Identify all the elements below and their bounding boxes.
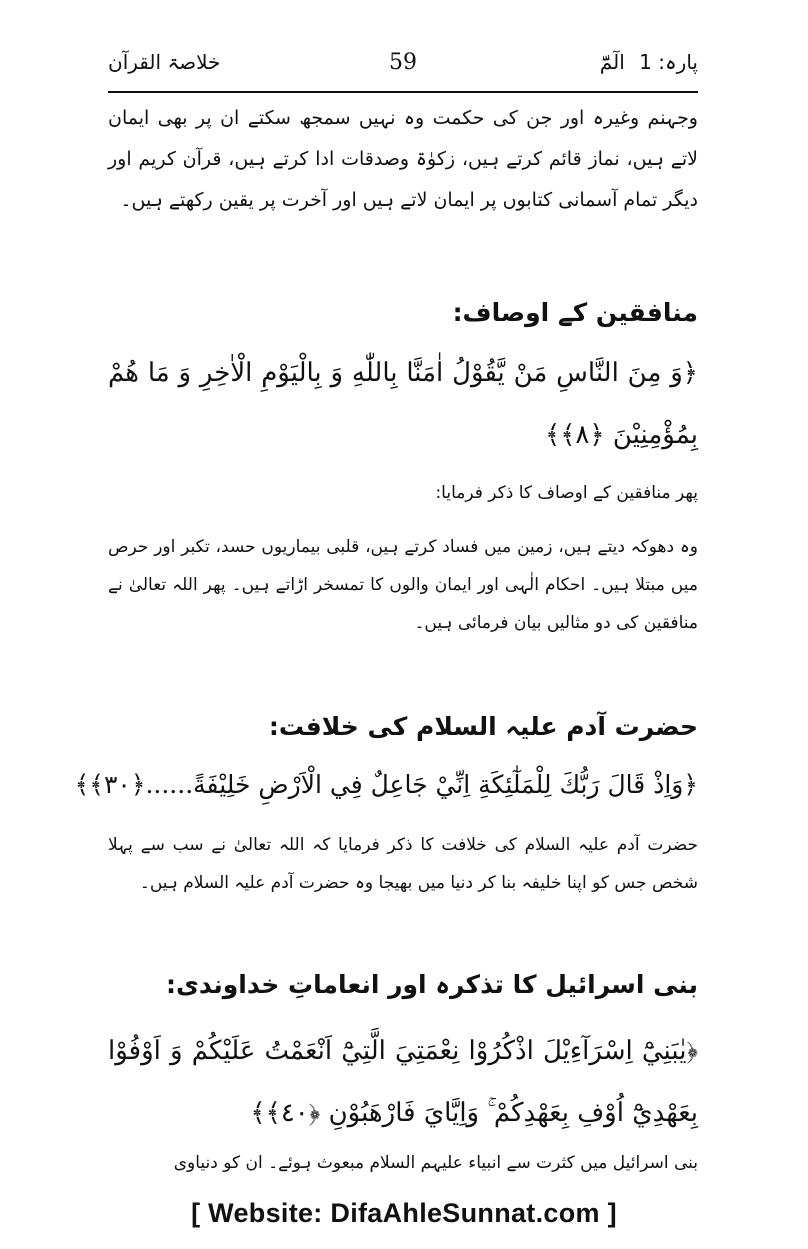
para-label: پارہ: 1 <box>639 50 698 74</box>
verse-hypocrites: ﴿وَ مِنَ النَّاسِ مَنْ يَّقُوْلُ اٰمَنَّا بِاللّٰهِ وَ بِالْيَوْمِ الْاٰخِرِ وَ مَا هُمْ بِمُؤْمِنِيْنَ ﴿٨﴾﴾ <box>108 358 698 450</box>
website-footer: [ Website: DifaAhleSunnat.com ] <box>191 1198 617 1228</box>
section-heading-hypocrites: منافقین کے اوصاف: <box>452 298 698 327</box>
header-divider <box>108 91 698 93</box>
paragraph-hypocrites: وہ دھوکہ دیتے ہیں، زمین میں فساد کرتے ہیں، قلبی بیماریوں حسد، تکبر اور حرص میں مبتلا ہیں۔ احکام الٰہی اور ایمان والوں کا تمسخر اڑاتے ہیں۔ پھر اللہ تعالیٰ نے منافقین کی دو مثالیں بیان فرمائی ہیں۔ <box>108 537 698 633</box>
paragraph-adam: حضرت آدم علیہ السلام کی خلافت کا ذکر فرمایا کہ اللہ تعالیٰ نے سب سے پہلا شخص جس کو اپنا خلیفہ بنا کر دنیا میں بھیجا وہ حضرت آدم علیہ السلام ہیں۔ <box>108 835 698 893</box>
paragraph-bani-israel: بنی اسرائیل میں کثرت سے انبیاء علیہم السلام مبعوث ہوئے۔ ان کو دنیاوی <box>173 1153 698 1173</box>
para-name: الٓمّٓ <box>599 50 625 74</box>
subheading-hypocrites: پھر منافقین کے اوصاف کا ذکر فرمایا: <box>435 483 698 503</box>
page-number: 59 <box>389 50 417 75</box>
section-heading-adam: حضرت آدم علیہ السلام کی خلافت: <box>268 712 698 741</box>
verse-bani-israel: ﴿يٰبَنِيْٓ اِسْرَآءِيْلَ اذْكُرُوْا نِعْمَتِيَ الَّتِيْٓ اَنْعَمْتُ عَلَيْكُمْ وَ اَوْفُوْا بِعَهْدِيْٓ اُوْفِ بِعَهْدِكُمْ ۚ وَاِيَّايَ فَارْهَبُوْنِ ﴿٤٠﴾﴾ <box>108 1036 698 1128</box>
page-header <box>108 44 698 90</box>
book-title: خلاصۃ القرآن <box>108 50 221 74</box>
intro-paragraph: وجہنم وغیرہ اور جن کی حکمت وہ نہیں سمجھ سکتے ان پر بھی ایمان لاتے ہیں، نماز قائم کرتے ہیں، زکوٰۃ وصدقات ادا کرتے ہیں، قرآن کریم اور دیگر تمام آسمانی کتابوں پر ایمان لاتے ہیں اور آخرت پر یقین رکھتے ہیں۔ <box>108 107 698 211</box>
verse-adam: ﴿وَاِذْ قَالَ رَبُّكَ لِلْمَلٰٓئِكَةِ اِنِّيْ جَاعِلٌ فِي الْاَرْضِ خَلِيْفَةً......﴿٣٠﴾﴾ <box>74 770 698 799</box>
section-heading-bani-israel: بنی اسرائیل کا تذکرہ اور انعاماتِ خداوندی: <box>165 970 698 999</box>
